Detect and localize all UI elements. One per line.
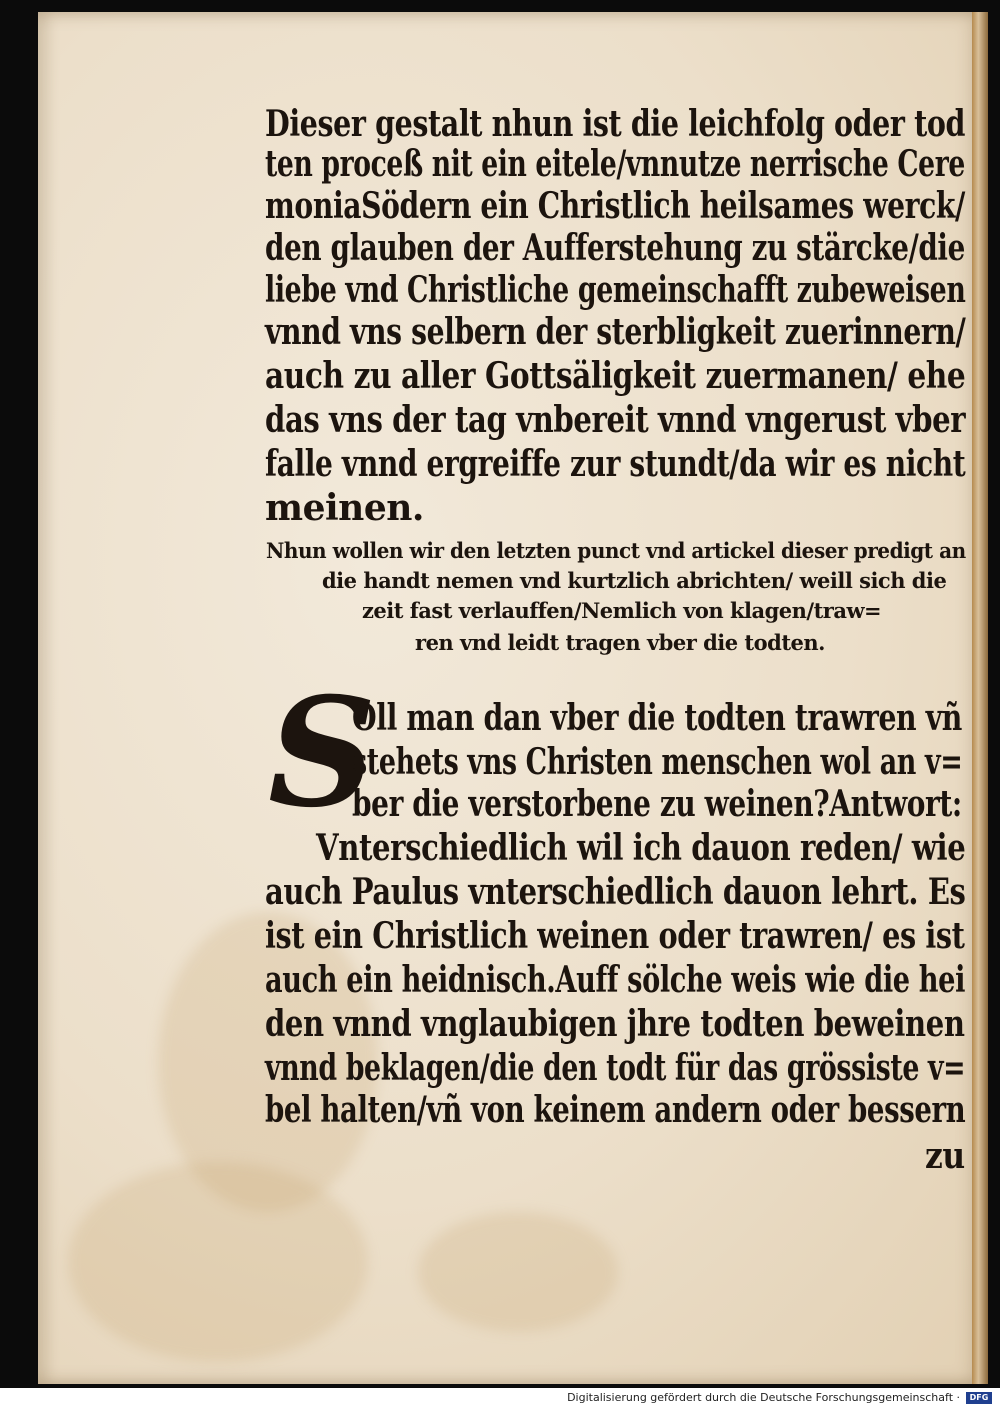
text-line: den glauben der Aufferstehung zu stärcke/die [265, 227, 965, 269]
text-line: Oll man dan vber die todten trawren vñ [352, 697, 962, 739]
heading-line: zeit fast verlauffen/Nemlich von klagen/traw= [362, 598, 882, 623]
heading-line: die handt nemen vnd kurtzlich abrichten/ weill sich die [322, 568, 947, 593]
text-line: auch ein heidnisch.Auff sölche weis wie die hei [265, 959, 966, 1001]
heading-line: Nhun wollen wir den letzten punct vnd artickel dieser predigt an [266, 538, 966, 563]
text-line: liebe vnd Christliche gemeinschafft zubeweisen [265, 269, 966, 311]
text-line: bel halten/vñ von keinem andern oder bessern [265, 1089, 966, 1131]
dfg-logo-icon: DFG [966, 1392, 992, 1404]
text-line: das vns der tag vnbereit vnnd vngerust vber [265, 399, 966, 441]
drop-cap: S [268, 665, 377, 841]
text-line: meinen. [265, 487, 424, 529]
heading-line: ren vnd leidt tragen vber die todten. [415, 630, 825, 655]
text-line: vnnd beklagen/die den todt für das grössiste v= [265, 1047, 966, 1089]
paper-stain [68, 1162, 368, 1362]
footer-bar [0, 1388, 1000, 1408]
text-line: Dieser gestalt nhun ist die leichfolg oder tod [265, 103, 966, 145]
text-line: ist ein Christlich weinen oder trawren/ es ist [265, 915, 965, 957]
text-line: ber die verstorbene zu weinen?Antwort: [352, 783, 962, 825]
text-line: Vnterschiedlich wil ich dauon reden/ wie [316, 827, 966, 869]
text-line: stehets vns Christen menschen wol an v= [352, 741, 963, 783]
text-line: auch Paulus vnterschiedlich dauon lehrt. Es [265, 871, 966, 913]
text-line: vnnd vns selbern der sterbligkeit zuerinnern/ [265, 311, 966, 353]
text-line: moniaSödern ein Christlich heilsames werck/ [265, 185, 965, 227]
page-edge [972, 12, 988, 1384]
text-line: falle vnnd ergreiffe zur stundt/da wir es nicht [265, 443, 966, 485]
catchword: zu [925, 1135, 965, 1177]
funding-credit: Digitalisierung gefördert durch die Deutsche Forschungsgemeinschaft · [567, 1391, 960, 1404]
text-line: den vnnd vnglaubigen jhre todten beweinen [265, 1003, 965, 1045]
paper-stain [418, 1212, 618, 1332]
text-line: auch zu aller Gottsäligkeit zuermanen/ ehe [265, 355, 966, 397]
text-line: ten proceß nit ein eitele/vnnutze nerrische Cere [265, 143, 965, 185]
